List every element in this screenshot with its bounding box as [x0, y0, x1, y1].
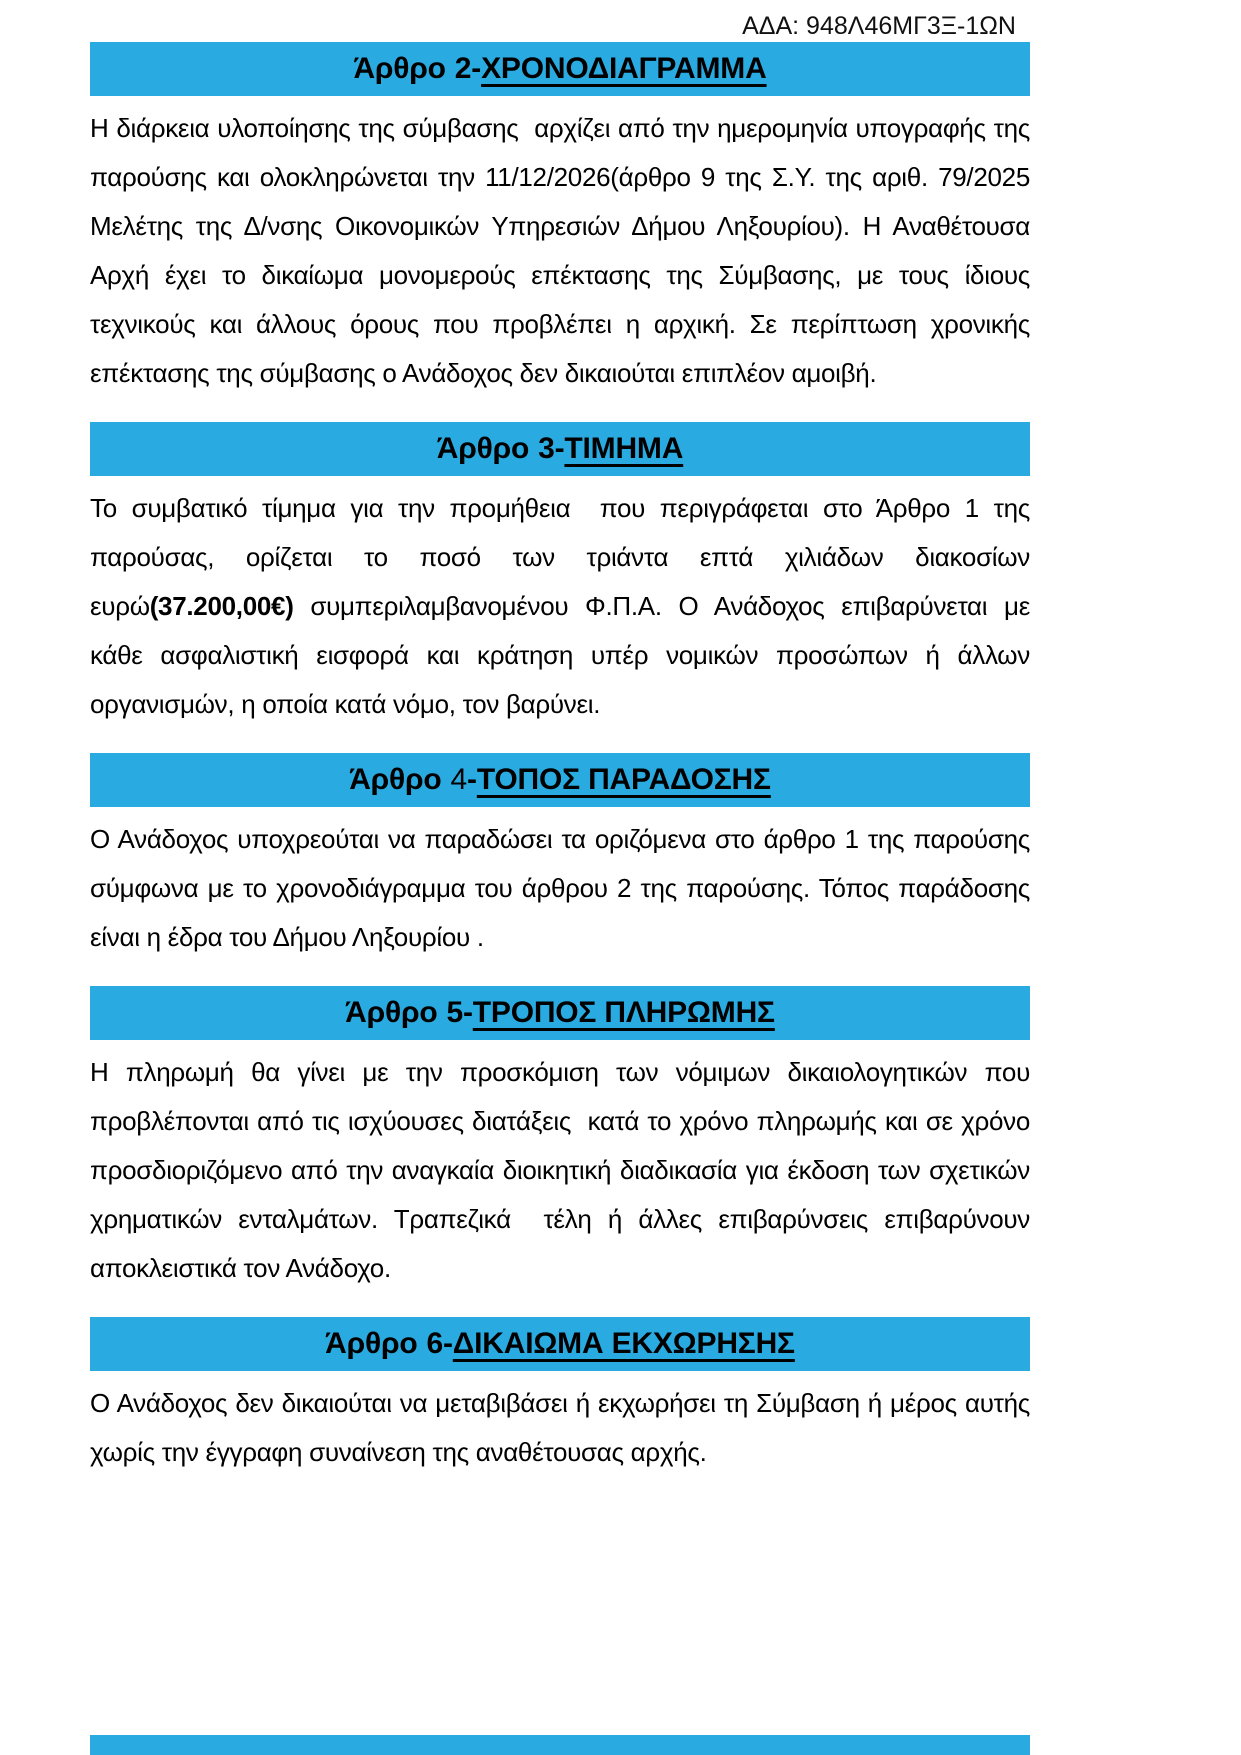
- article-4-header-title: ΤΟΠΟΣ ΠΑΡΑΔΟΣΗΣ: [476, 763, 771, 796]
- article-6-body: Ο Ανάδοχος δεν δικαιούται να μεταβιβάσει ή εκχωρήσει τη Σύμβαση ή μέρος αυτής χωρίς την έγγραφη συναίνεση της αναθέτουσας αρχής.: [90, 1388, 1037, 1467]
- article-2-header-bar: [90, 42, 1030, 96]
- document-content: [90, 0, 1037, 1501]
- article-2-header-title: ΧΡΟΝΟΔΙΑΓΡΑΜΜΑ: [481, 52, 767, 85]
- article-5-header-dash: -: [462, 996, 473, 1029]
- article-4-section: [90, 753, 1037, 962]
- article-4-header-dash: -: [467, 763, 477, 796]
- article-3-header-bar: [90, 422, 1030, 476]
- article-5-header-number: 5: [446, 996, 463, 1029]
- article-3-header-word: Άρθρο: [436, 432, 530, 465]
- article-2-section: [90, 42, 1037, 398]
- article-4-body: Ο Ανάδοχος υποχρεούται να παραδώσει τα οριζόμενα στο άρθρο 1 της παρούσης σύμφωνα με το χρονοδιάγραμμα του άρθρου 2 της παρούσης. Τόπος παράδοσης είναι η έδρα του Δήμου Ληξουρίου .: [90, 824, 1037, 952]
- article-2-header-number: 2: [454, 52, 472, 85]
- article-4-header-word: Άρθρο: [349, 763, 442, 796]
- article-5-section: [90, 986, 1037, 1293]
- article-3-section: [90, 422, 1037, 729]
- article-2-header-dash: -: [471, 52, 482, 85]
- article-2-body: Η διάρκεια υλοποίησης της σύμβασης αρχίζει από την ημερομηνία υπογραφής της παρούσης και ολοκληρώνεται την 11/12/2026(άρθρο 9 της Σ.Υ. της αριθ. 79/2025 Μελέτης της Δ/νσης Οικονομικών Υπηρεσιών Δήμου Ληξουρίου). Η Αναθέτουσα Αρχή έχει το δικαίωμα μονομερούς επέκτασης της Σύμβασης, με τους ίδιους τεχνικούς και άλλους όρους που προβλέπει η αρχική. Σε περίπτωση χρονικής επέκτασης της σύμβασης ο Ανάδοχος δεν δικαιούται επιπλέον αμοιβή.: [90, 113, 1037, 388]
- article-6-header-bar: [90, 1317, 1030, 1371]
- next-article-bar-partial: [90, 1735, 1030, 1755]
- article-3-body-post: συμπεριλαμβανομένου Φ.Π.Α. Ο Ανάδοχος επιβαρύνεται με κάθε ασφαλιστική εισφορά και κράτηση υπέρ νομικών προσώπων ή άλλων οργανισμών, η οποία κατά νόμο, τον βαρύνει.: [90, 591, 1037, 719]
- article-6-section: [90, 1317, 1037, 1477]
- article-4-header-number: 4: [450, 763, 468, 796]
- article-6-header-dash: -: [442, 1327, 453, 1360]
- article-6-header-word: Άρθρο: [325, 1327, 418, 1360]
- ada-reference: ΑΔΑ: 948Λ46ΜΓ3Ξ-1ΩΝ: [742, 12, 1016, 40]
- article-4-header-bar: [90, 753, 1030, 807]
- article-3-body-pre: Το συμβατικό τίμημα για την προμήθεια που περιγράφεται στο Άρθρο 1 της παρούσας, ορίζεται το ποσό των τριάντα επτά χιλιάδων διακοσίων ευρώ: [90, 493, 1037, 621]
- article-5-header-word: Άρθρο: [345, 996, 438, 1029]
- article-3-header-number: 3: [538, 432, 555, 465]
- article-5-header-title: ΤΡΟΠΟΣ ΠΛΗΡΩΜΗΣ: [472, 996, 775, 1029]
- article-3-amount: (37.200,00€): [149, 591, 294, 621]
- article-3-body: [90, 484, 1037, 729]
- article-3-header-dash: -: [554, 432, 565, 465]
- article-5-body: Η πληρωμή θα γίνει με την προσκόμιση των νόμιμων δικαιολογητικών που προβλέπονται από τις ισχύουσες διατάξεις κατά το χρόνο πληρωμής και σε χρόνο προσδιοριζόμενο από την αναγκαία διοικητική διαδικασία για έκδοση των σχετικών χρηματικών ενταλμάτων. Τραπεζικά τέλη ή άλλες επιβαρύνσεις επιβαρύνουν αποκλειστικά τον Ανάδοχο.: [90, 1057, 1037, 1283]
- article-6-header-title: ΔΙΚΑΙΩΜΑ ΕΚΧΩΡΗΣΗΣ: [452, 1327, 795, 1360]
- article-6-header-number: 6: [426, 1327, 443, 1360]
- article-2-header-word: Άρθρο: [353, 52, 446, 85]
- article-5-header-bar: [90, 986, 1030, 1040]
- article-3-header-title: ΤΙΜΗΜΑ: [564, 432, 684, 465]
